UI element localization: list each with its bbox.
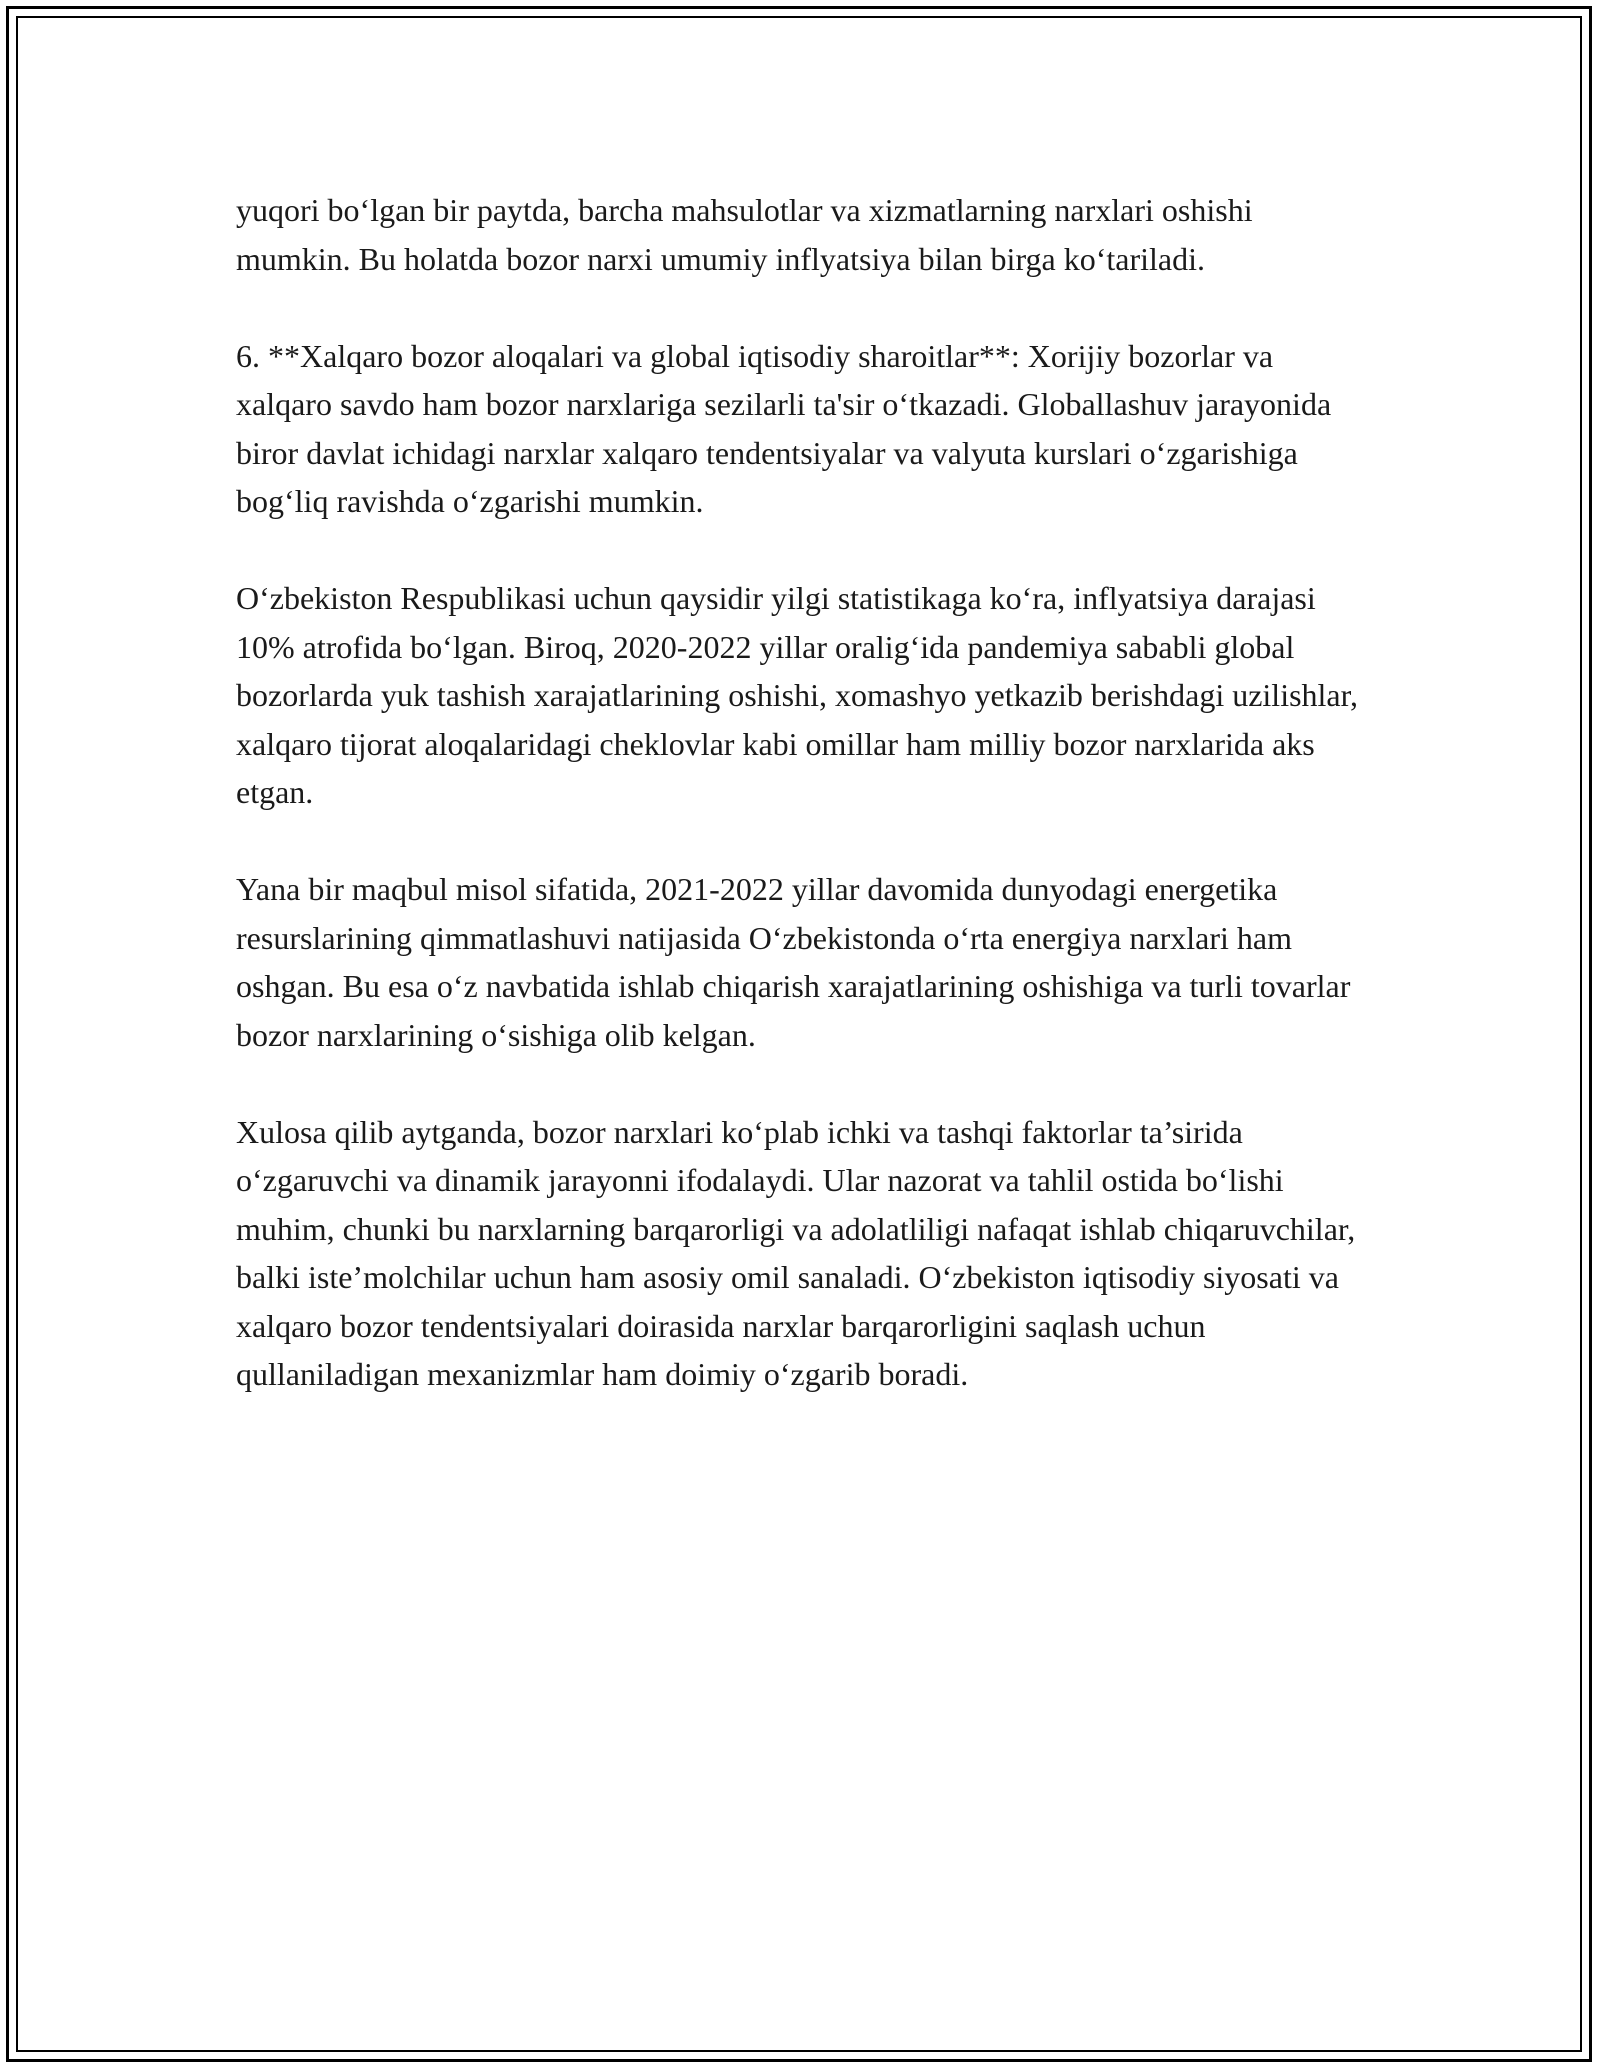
document-body [236, 186, 1366, 1447]
paragraph-inflation-continued: yuqori bo‘lgan bir paytda, barcha mahsulotlar va xizmatlarning narxlari oshishi mumkin. Bu holatda bozor narxi umumiy inflyatsiya bilan birga ko‘tariladi. [236, 192, 1253, 277]
paragraph-uzbekistan-statistics: O‘zbekiston Respublikasi uchun qaysidir yilgi statistikaga ko‘ra, inflyatsiya darajasi 10% atrofida bo‘lgan. Biroq, 2020-2022 yillar oralig‘ida pandemiya sababli global bozorlarda yuk tashish xarajatlarining oshishi, xomashyo yetkazib berishdagi uzilishlar, xalqaro tijorat aloqalaridagi cheklovlar kabi omillar ham milliy bozor narxlarida aks etgan. [236, 580, 1358, 810]
paragraph-international-markets: 6. **Xalqaro bozor aloqalari va global iqtisodiy sharoitlar**: Xorijiy bozorlar va xalqaro savdo ham bozor narxlariga sezilarli ta'sir o‘tkazadi. Globallashuv jarayonida biror davlat ichidagi narxlar xalqaro tendentsiyalar va valyuta kurslari o‘zgarishiga bog‘liq ravishda o‘zgarishi mumkin. [236, 337, 1332, 519]
paragraph-conclusion: Xulosa qilib aytganda, bozor narxlari ko‘plab ichki va tashqi faktorlar ta’sirida o‘zgaruvchi va dinamik jarayonni ifodalaydi. Ular nazorat va tahlil ostida bo‘lishi muhim, chunki bu narxlarning barqarorligi va adolatliligi nafaqat ishlab chiqaruvchilar, balki iste’molchilar uchun ham asosiy omil sanaladi. O‘zbekiston iqtisodiy siyosati va xalqaro bozor tendentsiyalari doirasida narxlar barqarorligini saqlash uchun qullaniladigan mexanizmlar ham doimiy o‘zgarib boradi. [236, 1113, 1356, 1392]
paragraph-energy-example: Yana bir maqbul misol sifatida, 2021-2022 yillar davomida dunyodagi energetika resurslarining qimmatlashuvi natijasida O‘zbekistonda o‘rta energiya narxlari ham oshgan. Bu esa o‘z navbatida ishlab chiqarish xarajatlarining oshishiga va turli tovarlar bozor narxlarining o‘sishiga olib kelgan. [236, 871, 1351, 1053]
